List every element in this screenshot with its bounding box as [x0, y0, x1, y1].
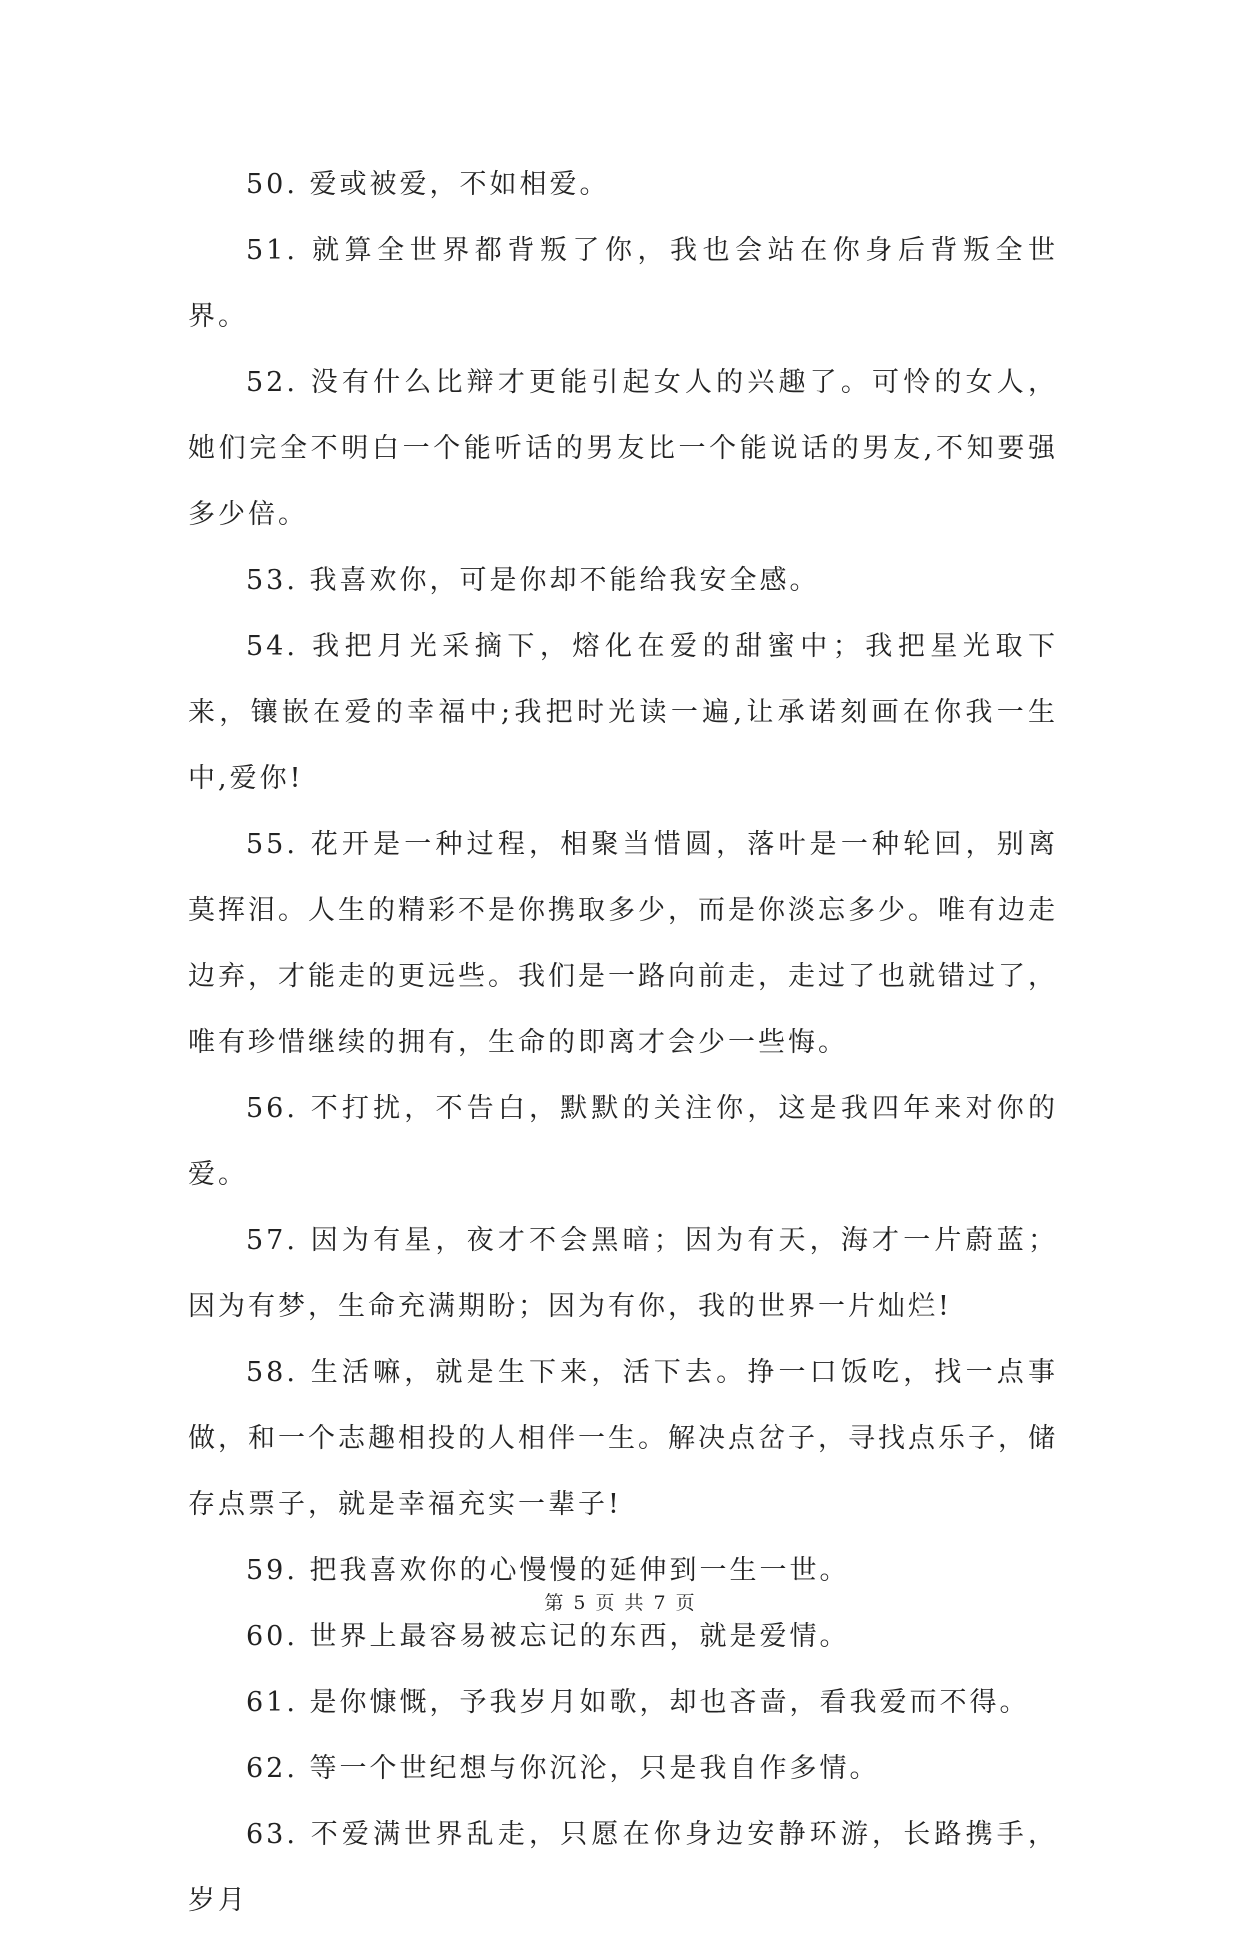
paragraph-61: 61. 是你慷慨，予我岁月如歌，却也吝啬，看我爱而不得。 [246, 1687, 1030, 1718]
paragraph-55: 55. 花开是一种过程，相聚当惜圆，落叶是一种轮回，别离莫挥泪。人生的精彩不是你携取多少，而是你淡忘多少。唯有边走边弃，才能走的更远些。我们是一路向前走，走过了也就错过了，唯有珍惜继续的拥有，生命的即离才会少一些悔。 [188, 829, 1058, 1058]
paragraph-58: 58. 生活嘛，就是生下来，活下去。挣一口饭吃，找一点事做，和一个志趣相投的人相伴一生。解决点岔子，寻找点乐子，储存点票子，就是幸福充实一辈子! [188, 1357, 1058, 1520]
paragraph-53: 53. 我喜欢你，可是你却不能给我安全感。 [246, 565, 820, 596]
paragraph-59: 59. 把我喜欢你的心慢慢的延伸到一生一世。 [246, 1555, 850, 1586]
paragraph-57: 57. 因为有星，夜才不会黑暗；因为有天，海才一片蔚蓝；因为有梦，生命充满期盼；因为有你，我的世界一片灿烂! [188, 1225, 1058, 1322]
paragraph-51: 51. 就算全世界都背叛了你，我也会站在你身后背叛全世界。 [188, 235, 1058, 332]
document-body [188, 152, 1058, 1934]
paragraph-60: 60. 世界上最容易被忘记的东西，就是爱情。 [246, 1621, 850, 1652]
paragraph-50: 50. 爱或被爱，不如相爱。 [246, 169, 610, 200]
paragraph-62: 62. 等一个世纪想与你沉沦，只是我自作多情。 [246, 1753, 880, 1784]
page-footer: 第 5 页 共 7 页 [544, 1592, 697, 1614]
paragraph-63: 63. 不爱满世界乱走，只愿在你身边安静环游，长路携手，岁月 [188, 1819, 1058, 1916]
paragraph-54: 54. 我把月光采摘下，熔化在爱的甜蜜中；我把星光取下来，镶嵌在爱的幸福中;我把时光读一遍,让承诺刻画在你我一生中,爱你! [188, 631, 1058, 794]
paragraph-52: 52. 没有什么比辩才更能引起女人的兴趣了。可怜的女人，她们完全不明白一个能听话的男友比一个能说话的男友,不知要强多少倍。 [188, 367, 1058, 530]
paragraph-56: 56. 不打扰，不告白，默默的关注你，这是我四年来对你的爱。 [188, 1093, 1058, 1190]
